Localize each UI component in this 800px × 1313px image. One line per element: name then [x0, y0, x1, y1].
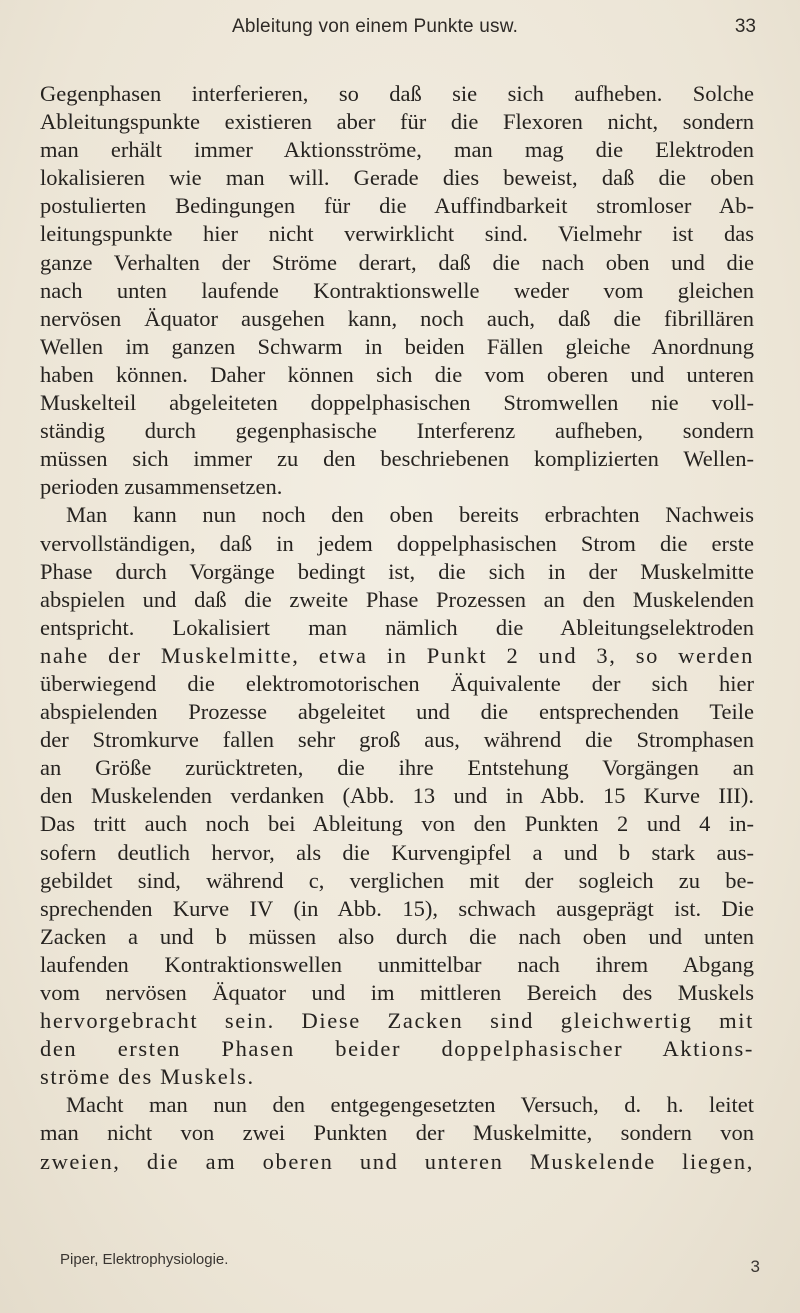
text-line: man erhält immer Aktionsströme, man mag die Elektroden	[40, 137, 754, 163]
text-line: überwiegend die elektromotorischen Äquivalente der sich hier	[40, 670, 754, 696]
text-line: laufenden Kontraktionswellen unmittelbar nach ihrem Abgang	[40, 951, 754, 977]
text-line: postulierten Bedingungen für die Auffindbarkeit stromloser Ab-	[40, 193, 754, 219]
text-line: den ersten Phasen beider doppelphasischer Aktions-	[40, 1036, 754, 1062]
text-line: abspielen und daß die zweite Phase Prozessen an den Muskelenden	[40, 586, 754, 612]
text-line: Muskelteil abgeleiteten doppelphasischen Stromwellen nie voll-	[40, 390, 754, 416]
text-line: sprechenden Kurve IV (in Abb. 15), schwach ausgeprägt ist. Die	[40, 895, 754, 921]
text-line: nach unten laufende Kontraktionswelle weder vom gleichen	[40, 277, 754, 303]
text-line: hervorgebracht sein. Diese Zacken sind gleichwertig mit	[40, 1008, 754, 1034]
text-line: Man kann nun noch den oben bereits erbrachten Nachweis	[66, 502, 754, 528]
text-line: Wellen im ganzen Schwarm in beiden Fällen gleiche Anordnung	[40, 333, 754, 359]
text-line: müssen sich immer zu den beschriebenen komplizierten Wellen-	[40, 446, 754, 472]
page-number: 33	[734, 16, 756, 37]
text-line: perioden zusammensetzen.	[40, 474, 283, 500]
footer-source: Piper, Elektrophysiologie.	[60, 1251, 229, 1268]
text-line: ganze Verhalten der Ströme derart, daß die nach oben und die	[40, 249, 754, 275]
text-line: an Größe zurücktreten, die ihre Entstehung Vorgängen an	[40, 755, 754, 781]
text-line: vervollständigen, daß in jedem doppelphasischen Strom die erste	[40, 530, 754, 556]
text-line: abspielenden Prozesse abgeleitet und die entsprechenden Teile	[40, 699, 754, 725]
text-line: ströme des Muskels.	[40, 1064, 255, 1090]
text-line: gebildet sind, während c, verglichen mit der sogleich zu be-	[40, 867, 754, 893]
text-line: Zacken a und b müssen also durch die nach oben und unten	[40, 923, 754, 949]
text-line: entspricht. Lokalisiert man nämlich die Ableitungselektroden	[40, 614, 754, 640]
text-line: leitungspunkte hier nicht verwirklicht sind. Vielmehr ist das	[40, 221, 754, 247]
running-head-title: Ableitung von einem Punkte usw.	[232, 16, 519, 37]
body-text	[40, 80, 754, 1176]
text-line: vom nervösen Äquator und im mittleren Bereich des Muskels	[40, 980, 754, 1005]
signature-mark: 3	[750, 1257, 760, 1276]
text-line: nahe der Muskelmitte, etwa in Punkt 2 und 3, so werden	[40, 642, 754, 668]
text-line: Macht man nun den entgegengesetzten Versuch, d. h. leitet	[66, 1092, 754, 1118]
text-line: man nicht von zwei Punkten der Muskelmitte, sondern von	[40, 1120, 754, 1146]
text-line: zweien, die am oberen und unteren Muskelende liegen,	[40, 1148, 754, 1174]
text-line: ständig durch gegenphasische Interferenz aufheben, sondern	[40, 418, 754, 444]
text-line: der Stromkurve fallen sehr groß aus, während die Stromphasen	[40, 727, 754, 753]
text-line: nervösen Äquator ausgehen kann, noch auch, daß die fibrillären	[40, 305, 754, 331]
text-line: lokalisieren wie man will. Gerade dies beweist, daß die oben	[40, 165, 754, 191]
text-line: haben können. Daher können sich die vom oberen und unteren	[40, 361, 754, 387]
text-line: Phase durch Vorgänge bedingt ist, die sich in der Muskelmitte	[40, 558, 754, 584]
text-line: sofern deutlich hervor, als die Kurvengipfel a und b stark aus-	[40, 839, 754, 865]
text-line: Das tritt auch noch bei Ableitung von den Punkten 2 und 4 in-	[40, 811, 754, 837]
running-head	[0, 16, 800, 46]
page-footer	[60, 1251, 760, 1275]
text-line: Gegenphasen interferieren, so daß sie sich aufheben. Solche	[40, 81, 754, 106]
text-line: den Muskelenden verdanken (Abb. 13 und in Abb. 15 Kurve III).	[40, 783, 754, 809]
text-line: Ableitungspunkte existieren aber für die Flexoren nicht, sondern	[40, 109, 754, 135]
